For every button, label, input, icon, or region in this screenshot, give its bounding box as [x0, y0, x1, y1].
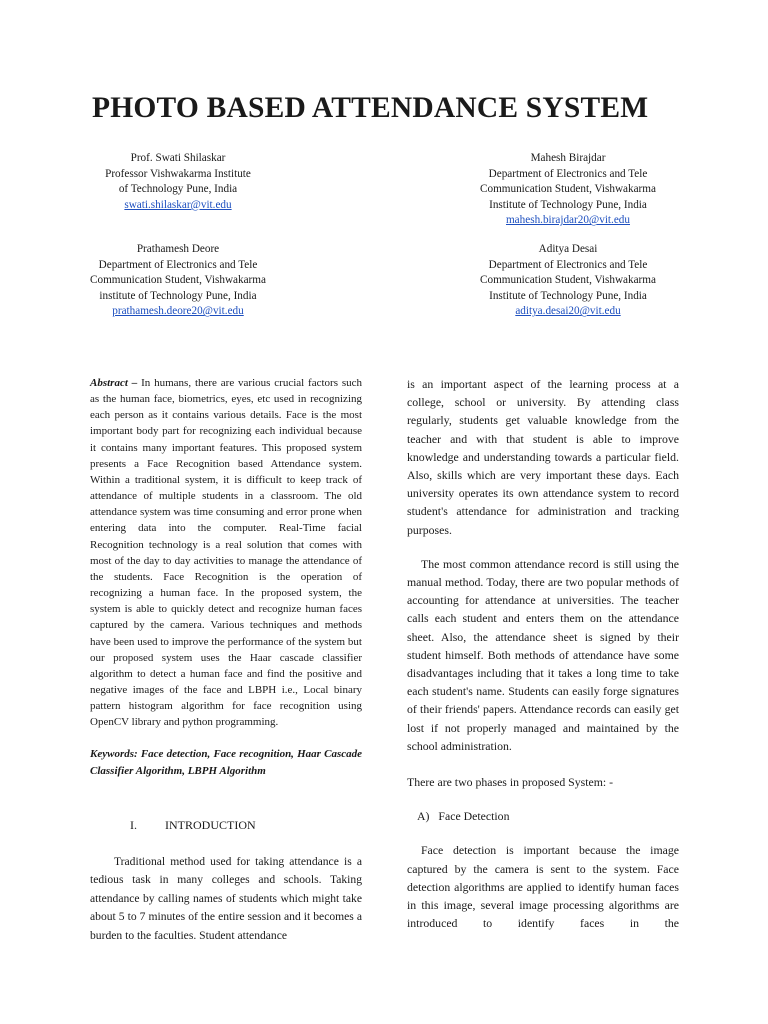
author-affiliation: Department of Electronics and Tele — [488, 258, 648, 271]
body-paragraph: The most common attendance record is still using the manual method. Today, there are two popular methods of accounting for attendance at universities. The teacher calls each student and enters them on the attendance sheet. Also, the attendance sheet is signed by their student himself. Both methods of attendance have some disadvantages including that it takes a long time to take each student's name. Students can easily forge signatures of their friends' papers. Attendance records can easily get lost if not properly managed and maintained by the school administration. — [407, 556, 679, 753]
author-email-link[interactable]: swati.shilaskar@vit.edu — [124, 198, 232, 211]
author-block — [48, 242, 308, 320]
author-affiliation: Professor Vishwakarma Institute — [105, 167, 251, 180]
subsection-marker: A) — [417, 809, 430, 824]
abstract-paragraph — [90, 375, 362, 730]
author-name: Aditya Desai — [538, 243, 598, 255]
subsection-heading-face-detection — [407, 807, 679, 825]
section-heading-introduction — [90, 817, 362, 833]
author-email-link[interactable]: aditya.desai20@vit.edu — [515, 305, 621, 318]
abstract-text: In humans, there are various crucial factors such as the human face, biometrics, eyes, etc used in recognizing each person as it contains various details. Face is the most important body part for recognizing each individual because it contains many important features. This proposed system presents a Face Recognition based Attendance system. Within a traditional system, it is difficult to keep track of attendance of multiple students in a classroom. The old attendance system was time consuming and error prone when entering data into the computer. Real-Time facial Recognition technology is a real solution that comes with most of the day to day activities to manage the attendance of the students. Face Recognition is the operation of recognizing a human face. In the proposed system, the system is able to quickly detect and recognize human faces captured by the camera. Various techniques and methods have been used to improve the performance of the system but our proposed system uses the Haar cascade classifier algorithm to detect a human face and find the positive and negative images of the face and LBPH i.e., Local binary pattern histogram algorithm for face recognition using OpenCV library and python programming. — [90, 377, 362, 729]
author-affiliation: Institute of Technology Pune, India — [489, 198, 647, 211]
author-email-link[interactable]: mahesh.birajdar20@vit.edu — [505, 214, 630, 227]
author-name: Prof. Swati Shilaskar — [130, 152, 226, 164]
author-affiliation: Communication Student, Vishwakarma — [90, 274, 266, 287]
author-block — [48, 151, 308, 213]
right-column — [407, 375, 679, 932]
section-title: INTRODUCTION — [165, 817, 256, 832]
subsection-title: Face Detection — [438, 809, 510, 824]
body-paragraph: is an important aspect of the learning process at a college, school or university. By attending class regularly, students get valuable knowledge from the teacher and with that student is able to improve knowledge and understanding towards a particular field. Also, skills which are very important these days. Each university operates its own attendance system to record student's attendance for administration and tracking purposes. — [407, 377, 679, 537]
section-number: I. — [130, 817, 137, 832]
phases-line: There are two phases in proposed System: - — [407, 775, 614, 790]
author-name: Mahesh Birajdar — [530, 152, 606, 164]
abstract-label: Abstract – — [90, 377, 138, 389]
author-block — [438, 242, 698, 320]
author-affiliation: Institute of Technology Pune, India — [489, 289, 647, 302]
author-block — [438, 151, 698, 229]
author-affiliation: institute of Technology Pune, India — [99, 289, 257, 302]
body-paragraph: Face detection is important because the image captured by the camera is sent to the system. Face detection algorithms are applied to identify human faces in this image, several image processing algorithms are introduced to identify faces in the — [407, 843, 679, 931]
author-affiliation: of Technology Pune, India — [118, 183, 238, 196]
author-affiliation: Department of Electronics and Tele — [98, 258, 258, 271]
left-column — [90, 375, 362, 945]
author-affiliation: Department of Electronics and Tele — [488, 167, 648, 180]
introduction-paragraph: Traditional method used for taking attendance is a tedious task in many colleges and schools. Taking attendance by calling names of students which might take about 5 to 7 minutes of the entire session and it becomes a burden to the faculties. Student attendance — [90, 854, 362, 942]
keywords: Keywords: Face detection, Face recognition, Haar Cascade Classifier Algorithm, LBPH Algorithm — [90, 748, 362, 777]
author-name: Prathamesh Deore — [136, 243, 220, 255]
paper-title: PHOTO BASED ATTENDANCE SYSTEM — [92, 92, 649, 124]
author-affiliation: Communication Student, Vishwakarma — [480, 183, 656, 196]
author-email-link[interactable]: prathamesh.deore20@vit.edu — [112, 305, 244, 318]
author-affiliation: Communication Student, Vishwakarma — [480, 274, 656, 287]
